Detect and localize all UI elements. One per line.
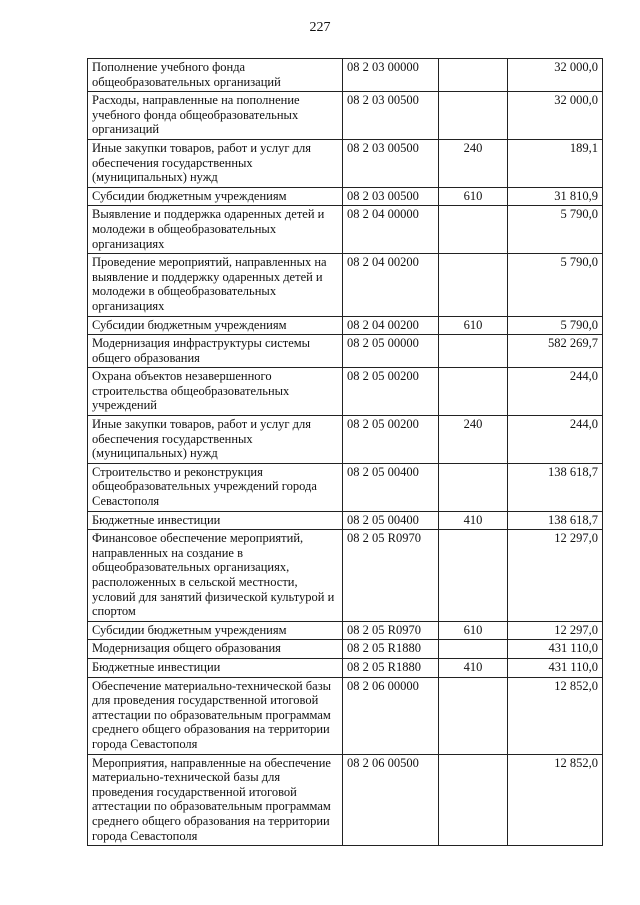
row-kvr-cell: 610: [439, 316, 508, 335]
row-sum-cell: 582 269,7: [508, 335, 603, 368]
row-sum-cell: 12 297,0: [508, 530, 603, 622]
row-code-cell: 08 2 03 00500: [343, 187, 439, 206]
row-name-cell: Бюджетные инвестиции: [88, 511, 343, 530]
row-sum-cell: 5 790,0: [508, 254, 603, 316]
page-number: 227: [309, 20, 331, 35]
row-code-cell: 08 2 06 00000: [343, 677, 439, 754]
row-sum-cell: 31 810,9: [508, 187, 603, 206]
row-kvr-cell: [439, 92, 508, 140]
row-code-cell: 08 2 05 00000: [343, 335, 439, 368]
row-kvr-cell: [439, 206, 508, 254]
row-kvr-cell: [439, 59, 508, 92]
table-row: [88, 92, 603, 140]
row-kvr-cell: 610: [439, 187, 508, 206]
row-kvr-cell: [439, 368, 508, 416]
row-sum-cell: 32 000,0: [508, 59, 603, 92]
row-name-cell: Выявление и поддержка одаренных детей и молодежи в общеобразовательных организациях: [88, 206, 343, 254]
row-code-cell: 08 2 05 R1880: [343, 658, 439, 677]
row-code-cell: 08 2 05 00400: [343, 511, 439, 530]
row-code-cell: 08 2 03 00500: [343, 139, 439, 187]
row-sum-cell: 5 790,0: [508, 316, 603, 335]
row-name-cell: Субсидии бюджетным учреждениям: [88, 187, 343, 206]
table-row: [88, 316, 603, 335]
row-name-cell: Иные закупки товаров, работ и услуг для обеспечения государственных (муниципальных) нужд: [88, 139, 343, 187]
row-kvr-cell: 410: [439, 511, 508, 530]
row-sum-cell: 138 618,7: [508, 511, 603, 530]
table-row: [88, 335, 603, 368]
row-code-cell: 08 2 05 00400: [343, 463, 439, 511]
row-sum-cell: 189,1: [508, 139, 603, 187]
row-code-cell: 08 2 04 00000: [343, 206, 439, 254]
row-sum-cell: 431 110,0: [508, 658, 603, 677]
row-kvr-cell: [439, 254, 508, 316]
row-name-cell: Мероприятия, направленные на обеспечение материально-технической базы для проведения государственной итоговой аттестации по образовательным программам среднего общего образования на территории города Севастополя: [88, 754, 343, 846]
table-row: [88, 368, 603, 416]
table-row: [88, 530, 603, 622]
table-row: [88, 463, 603, 511]
row-kvr-cell: [439, 677, 508, 754]
row-kvr-cell: 240: [439, 139, 508, 187]
row-sum-cell: 244,0: [508, 368, 603, 416]
row-name-cell: Финансовое обеспечение мероприятий, направленных на создание в общеобразовательных организациях, расположенных в сельской местности, условий для занятий физической культурой и спортом: [88, 530, 343, 622]
row-sum-cell: 12 852,0: [508, 754, 603, 846]
table-row: [88, 59, 603, 92]
row-kvr-cell: 410: [439, 658, 508, 677]
table-row: [88, 677, 603, 754]
row-code-cell: 08 2 05 R0970: [343, 530, 439, 622]
row-name-cell: Проведение мероприятий, направленных на выявление и поддержку одаренных детей и молодежи в общеобразовательных организациях: [88, 254, 343, 316]
row-kvr-cell: [439, 335, 508, 368]
budget-table: [87, 58, 603, 846]
row-code-cell: 08 2 05 00200: [343, 368, 439, 416]
row-kvr-cell: [439, 530, 508, 622]
row-sum-cell: 32 000,0: [508, 92, 603, 140]
budget-table-body: [88, 59, 603, 846]
row-name-cell: Охрана объектов незавершенного строительства общеобразовательных учреждений: [88, 368, 343, 416]
table-row: [88, 621, 603, 640]
row-code-cell: 08 2 05 R1880: [343, 640, 439, 659]
table-row: [88, 658, 603, 677]
table-row: [88, 511, 603, 530]
row-sum-cell: 431 110,0: [508, 640, 603, 659]
table-row: [88, 416, 603, 464]
row-kvr-cell: [439, 463, 508, 511]
row-code-cell: 08 2 03 00500: [343, 92, 439, 140]
row-name-cell: Бюджетные инвестиции: [88, 658, 343, 677]
table-row: [88, 187, 603, 206]
row-name-cell: Модернизация общего образования: [88, 640, 343, 659]
row-code-cell: 08 2 05 R0970: [343, 621, 439, 640]
row-kvr-cell: 240: [439, 416, 508, 464]
row-code-cell: 08 2 06 00500: [343, 754, 439, 846]
table-row: [88, 754, 603, 846]
row-name-cell: Пополнение учебного фонда общеобразовательных организаций: [88, 59, 343, 92]
table-row: [88, 206, 603, 254]
table-row: [88, 139, 603, 187]
row-kvr-cell: 610: [439, 621, 508, 640]
row-name-cell: Модернизация инфраструктуры системы общего образования: [88, 335, 343, 368]
row-code-cell: 08 2 03 00000: [343, 59, 439, 92]
row-code-cell: 08 2 05 00200: [343, 416, 439, 464]
row-code-cell: 08 2 04 00200: [343, 254, 439, 316]
row-kvr-cell: [439, 640, 508, 659]
row-name-cell: Субсидии бюджетным учреждениям: [88, 316, 343, 335]
table-row: [88, 640, 603, 659]
row-kvr-cell: [439, 754, 508, 846]
table-row: [88, 254, 603, 316]
row-code-cell: 08 2 04 00200: [343, 316, 439, 335]
row-sum-cell: 12 297,0: [508, 621, 603, 640]
row-name-cell: Иные закупки товаров, работ и услуг для обеспечения государственных (муниципальных) нужд: [88, 416, 343, 464]
row-sum-cell: 12 852,0: [508, 677, 603, 754]
row-name-cell: Строительство и реконструкция общеобразовательных учреждений города Севастополя: [88, 463, 343, 511]
row-name-cell: Расходы, направленные на пополнение учебного фонда общеобразовательных организаций: [88, 92, 343, 140]
row-sum-cell: 244,0: [508, 416, 603, 464]
row-name-cell: Субсидии бюджетным учреждениям: [88, 621, 343, 640]
row-sum-cell: 138 618,7: [508, 463, 603, 511]
row-sum-cell: 5 790,0: [508, 206, 603, 254]
row-name-cell: Обеспечение материально-технической базы для проведения государственной итоговой аттестации по образовательным программам среднего общего образования на территории города Севастополя: [88, 677, 343, 754]
